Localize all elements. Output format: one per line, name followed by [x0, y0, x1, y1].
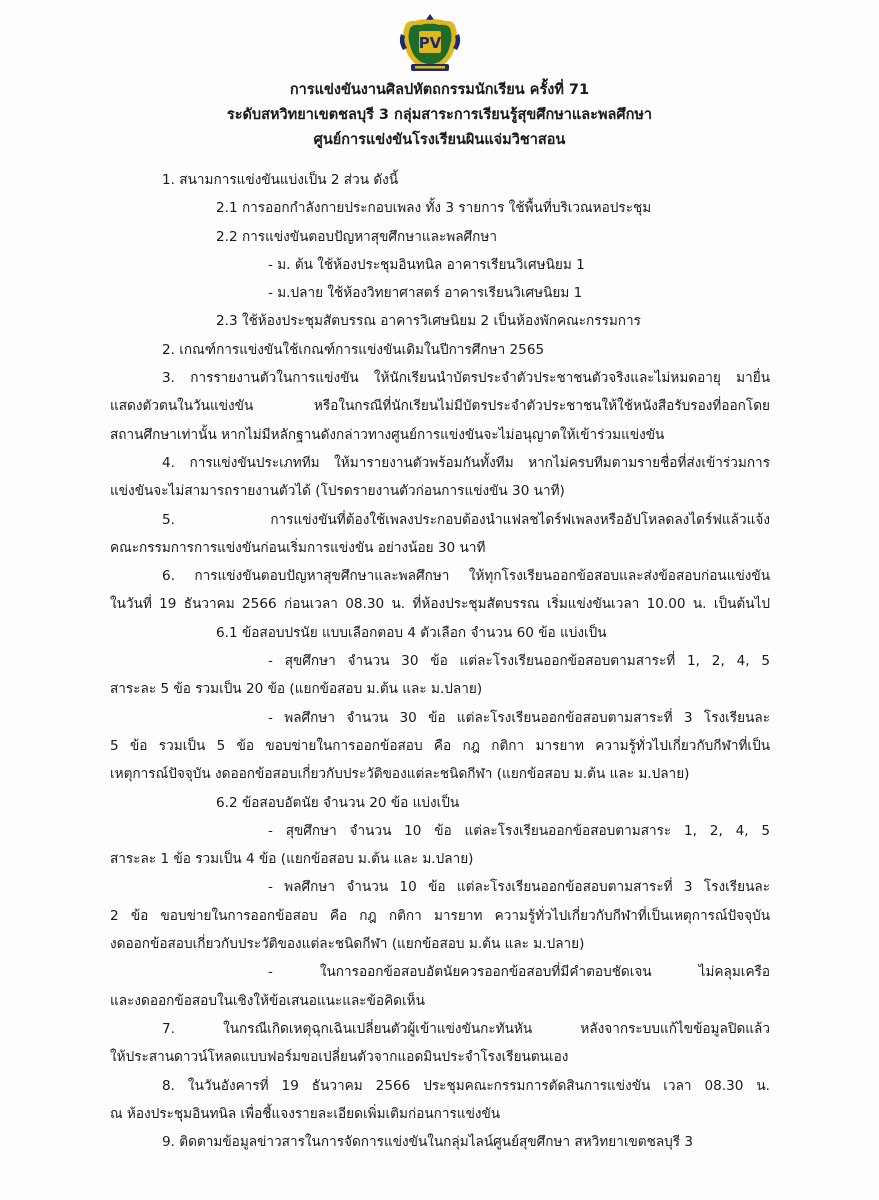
list-item: สาระละ 5 ข้อ รวมเป็น 20 ข้อ (แยกข้อสอบ ม.ต้น และ ม.ปลาย)	[110, 681, 483, 698]
list-item: สาระละ 1 ข้อ รวมเป็น 4 ข้อ (แยกข้อสอบ ม.ต้น และ ม.ปลาย)	[110, 851, 474, 868]
document-body	[110, 166, 770, 1156]
list-item: 4. การแข่งขันประเภททีม ให้มารายงานตัวพร้อมกันทั้งทีม หากไม่ครบทีมตามรายชื่อที่ส่งเข้าร่วมการ	[162, 454, 770, 471]
header-title: การแข่งขันงานศิลปหัตถกรรมนักเรียน ครั้งที่ 71	[289, 82, 590, 98]
list-item: เหตุการณ์ปัจจุบัน งดออกข้อสอบเกี่ยวกับประวัติของแต่ละชนิดกีฬา (แยกข้อสอบ ม.ต้น และ ม.ปลาย)	[110, 766, 690, 783]
list-item: 6. การแข่งขันตอบปัญหาสุขศึกษาและพลศึกษา ให้ทุกโรงเรียนออกข้อสอบและส่งข้อสอบก่อนแข่งขัน	[162, 568, 770, 585]
list-item: และงดออกข้อสอบในเชิงให้ข้อเสนอแนะและข้อคิดเห็น	[110, 992, 425, 1009]
list-item: แข่งขันจะไม่สามารถรายงานตัวได้ (โปรดรายงานตัวก่อนการแข่งขัน 30 นาที)	[110, 483, 565, 500]
list-item: 7. ในกรณีเกิดเหตุฉุกเฉินเปลี่ยนตัวผู้เข้าแข่งขันกะทันหัน หลังจากระบบแก้ไขข้อมูลปิดแล้ว	[162, 1020, 770, 1037]
list-item: - พลศึกษา จำนวน 30 ข้อ แต่ละโรงเรียนออกข้อสอบตามสาระที่ 3 โรงเรียนละ	[268, 709, 770, 726]
list-item: - สุขศึกษา จำนวน 30 ข้อ แต่ละโรงเรียนออกข้อสอบตามสาระที่ 1, 2, 4, 5	[268, 653, 770, 670]
school-crest-icon	[397, 12, 463, 74]
list-item: 3. การรายงานตัวในการแข่งขัน ให้นักเรียนนำบัตรประจำตัวประชาชนตัวจริงและไม่หมดอายุ มายื่น	[162, 370, 770, 387]
list-item: สถานศึกษาเท่านั้น หากไม่มีหลักฐานดังกล่าวทางศูนย์การแข่งขันจะไม่อนุญาตให้เข้าร่วมแข่งขัน	[110, 426, 665, 443]
list-item: - ม.ปลาย ใช้ห้องวิทยาศาสตร์ อาคารเรียนวิเศษนิยม 1	[268, 285, 583, 302]
header-venue: ศูนย์การแข่งขันโรงเรียนผินแจ่มวิชาสอน	[313, 132, 566, 148]
list-item: 5 ข้อ รวมเป็น 5 ข้อ ขอบข่ายในการออกข้อสอบ คือ กฎ กติกา มารยาท ความรู้ทั่วไปเกี่ยวกับกีฬาที่เป็น	[110, 737, 770, 754]
list-item: แสดงตัวตนในวันแข่งขัน หรือในกรณีที่นักเรียนไม่มีบัตรประจำตัวประชาชนให้ใช้หนังสือรับรองที่ออกโดย	[110, 398, 770, 415]
svg-text:PV: PV	[418, 34, 442, 52]
list-item: 5. การแข่งขันที่ต้องใช้เพลงประกอบต้องนำแฟลชไดร์ฟเพลงหรืออัปโหลดลงไดร์ฟแล้วแจ้ง	[162, 511, 770, 528]
list-item: 9. ติดตามข้อมูลข่าวสารในการจัดการแข่งขันในกลุ่มไลน์ศูนย์สุขศึกษา สหวิทยาเขตชลบุรี 3	[162, 1134, 694, 1151]
document-header	[0, 78, 879, 153]
list-item: 2.1 การออกกำลังกายประกอบเพลง ทั้ง 3 รายการ ใช้พื้นที่บริเวณหอประชุม	[216, 200, 652, 217]
list-item: - พลศึกษา จำนวน 10 ข้อ แต่ละโรงเรียนออกข้อสอบตามสาระที่ 3 โรงเรียนละ	[268, 879, 770, 896]
list-item: 6.2 ข้อสอบอัตนัย จำนวน 20 ข้อ แบ่งเป็น	[216, 794, 460, 811]
list-item: 2. เกณฑ์การแข่งขันใช้เกณฑ์การแข่งขันเดิมในปีการศึกษา 2565	[162, 341, 545, 358]
list-item: - ในการออกข้อสอบอัตนัยควรออกข้อสอบที่มีคำตอบชัดเจน ไม่คลุมเครือ	[268, 964, 770, 981]
list-item: 8. ในวันอังคารที่ 19 ธันวาคม 2566 ประชุมคณะกรรมการตัดสินการแข่งขัน เวลา 08.30 น.	[162, 1077, 770, 1094]
list-item: - ม. ต้น ใช้ห้องประชุมอินทนิล อาคารเรียนวิเศษนิยม 1	[268, 256, 585, 273]
list-item: ในวันที่ 19 ธันวาคม 2566 ก่อนเวลา 08.30 น. ที่ห้องประชุมสัตบรรณ เริ่มแข่งขันเวลา 10.00 น. เป็นต้นไป	[110, 596, 770, 613]
list-item: 2.3 ใช้ห้องประชุมสัตบรรณ อาคารวิเศษนิยม 2 เป็นห้องพักคณะกรรมการ	[216, 313, 641, 330]
list-item: คณะกรรมการการแข่งขันก่อนเริ่มการแข่งขัน อย่างน้อย 30 นาที	[110, 539, 486, 556]
list-item: 1. สนามการแข่งขันแบ่งเป็น 2 ส่วน ดังนี้	[162, 172, 399, 188]
header-subtitle: ระดับสหวิทยาเขตชลบุรี 3 กลุ่มสาระการเรียนรู้สุขศึกษาและพลศึกษา	[226, 107, 653, 123]
list-item: - สุขศึกษา จำนวน 10 ข้อ แต่ละโรงเรียนออกข้อสอบตามสาระ 1, 2, 4, 5	[268, 822, 770, 839]
list-item: ณ ห้องประชุมอินทนิล เพื่อชี้แจงรายละเอียดเพิ่มเติมก่อนการแข่งขัน	[110, 1105, 501, 1122]
list-item: งดออกข้อสอบเกี่ยวกับประวัติของแต่ละชนิดกีฬา (แยกข้อสอบ ม.ต้น และ ม.ปลาย)	[110, 936, 585, 953]
list-item: 6.1 ข้อสอบปรนัย แบบเลือกตอบ 4 ตัวเลือก จำนวน 60 ข้อ แบ่งเป็น	[216, 624, 607, 641]
list-item: ให้ประสานดาวน์โหลดแบบฟอร์มขอเปลี่ยนตัวจากแอดมินประจำโรงเรียนตนเอง	[110, 1049, 569, 1066]
list-item: 2.2 การแข่งขันตอบปัญหาสุขศึกษาและพลศึกษา	[216, 228, 497, 245]
list-item: 2 ข้อ ขอบข่ายในการออกข้อสอบ คือ กฎ กติกา มารยาท ความรู้ทั่วไปเกี่ยวกับกีฬาที่เป็นเหตุการณ์ปัจจุบัน	[110, 907, 770, 924]
